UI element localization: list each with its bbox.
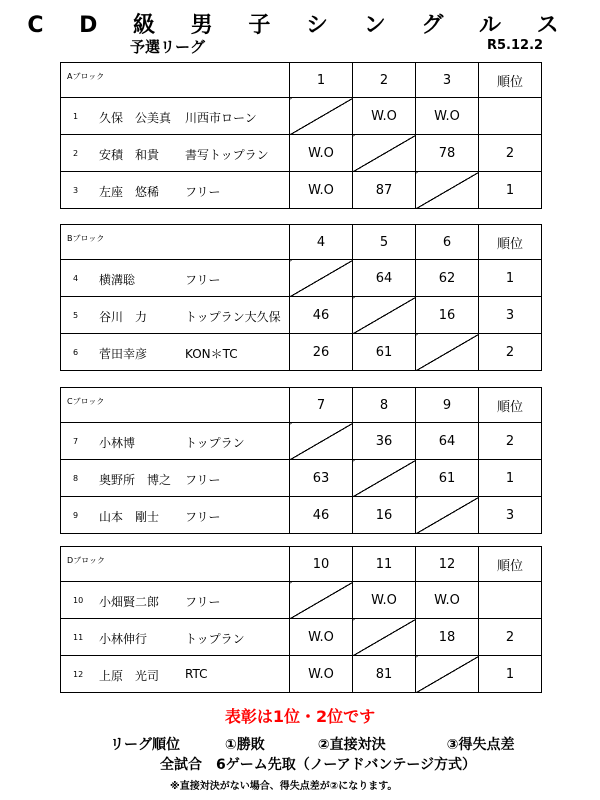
page-title: C D 級 男 子 シ ン グ ル ス: [27, 13, 573, 38]
player-row: [61, 260, 542, 297]
score-cell: 78: [416, 135, 479, 172]
block-label: Bブロック: [67, 234, 105, 243]
player-number: 2: [73, 149, 79, 158]
player-name: 山本 剛士: [99, 510, 160, 524]
rank-header: 順位: [479, 63, 542, 98]
player-club: フリー: [185, 185, 221, 199]
match-format: 全試合 6ゲーム先取（ノーアドバンテージ方式）: [160, 757, 477, 773]
block-table: [60, 546, 542, 693]
player-number: 1: [73, 112, 79, 121]
rank-cell: 2: [479, 135, 542, 172]
player-club: フリー: [185, 273, 221, 287]
column-number: 12: [416, 547, 479, 582]
rank-cell: 3: [479, 497, 542, 534]
player-row: [61, 334, 542, 371]
column-number: 8: [353, 388, 416, 423]
player-name: 久保 公美真: [99, 111, 172, 125]
diagonal-cell: [290, 423, 353, 460]
score-cell: 46: [290, 497, 353, 534]
score-cell: 18: [416, 619, 479, 656]
column-number: 2: [353, 63, 416, 98]
player-cell: [61, 460, 290, 497]
score-cell: 61: [416, 460, 479, 497]
footnote: ※直接対決がない場合、得失点差が②になります。: [170, 781, 398, 792]
diagonal-cell: [416, 497, 479, 534]
player-name: 谷川 力: [99, 310, 148, 324]
player-row: [61, 460, 542, 497]
diagonal-cell: [416, 656, 479, 693]
rank-cell: 1: [479, 172, 542, 209]
player-row: [61, 423, 542, 460]
player-name: 上原 光司: [99, 669, 160, 683]
score-cell: W.O: [353, 98, 416, 135]
rank-cell: 2: [479, 619, 542, 656]
rank-cell: 3: [479, 297, 542, 334]
diagonal-cell: [290, 260, 353, 297]
block-label: Dブロック: [67, 556, 105, 565]
block-label: Cブロック: [67, 397, 105, 406]
player-number: 6: [73, 348, 79, 357]
player-number: 3: [73, 186, 79, 195]
diagonal-cell: [416, 172, 479, 209]
rank-header: 順位: [479, 225, 542, 260]
player-name: 小林博: [99, 436, 136, 450]
score-cell: W.O: [290, 619, 353, 656]
player-row: [61, 135, 542, 172]
score-cell: W.O: [290, 135, 353, 172]
player-number: 11: [73, 633, 84, 642]
rule-1: ①勝敗: [224, 737, 265, 753]
player-club: RTC: [185, 667, 208, 681]
player-number: 8: [73, 474, 79, 483]
player-club: 川西市ローン: [185, 111, 257, 125]
ranking-rules-label: リーグ順位: [110, 737, 180, 753]
player-row: [61, 619, 542, 656]
block-header: [61, 388, 290, 423]
column-number: 1: [290, 63, 353, 98]
score-cell: 26: [290, 334, 353, 371]
score-cell: 16: [353, 497, 416, 534]
score-cell: W.O: [353, 582, 416, 619]
column-number: 11: [353, 547, 416, 582]
score-cell: 61: [353, 334, 416, 371]
player-row: [61, 497, 542, 534]
score-cell: 81: [353, 656, 416, 693]
diagonal-cell: [416, 334, 479, 371]
player-club: フリー: [185, 510, 221, 524]
player-row: [61, 98, 542, 135]
rank-header: 順位: [479, 547, 542, 582]
player-cell: [61, 172, 290, 209]
block-header: [61, 63, 290, 98]
player-number: 5: [73, 311, 79, 320]
player-name: 左座 悠稀: [99, 185, 160, 199]
player-club: トップラン: [185, 632, 245, 646]
score-cell: 87: [353, 172, 416, 209]
player-club: フリー: [185, 595, 221, 609]
score-cell: 64: [353, 260, 416, 297]
column-number: 5: [353, 225, 416, 260]
player-club: KON＊TC: [185, 347, 238, 361]
player-name: 小林伸行: [99, 632, 148, 646]
date-label: R5.12.2: [487, 38, 544, 53]
score-cell: 46: [290, 297, 353, 334]
score-cell: W.O: [416, 582, 479, 619]
player-cell: [61, 135, 290, 172]
player-cell: [61, 656, 290, 693]
player-row: [61, 172, 542, 209]
rank-cell: 2: [479, 334, 542, 371]
rule-3: ③得失点差: [446, 737, 515, 753]
player-name: 奥野所 博之: [99, 473, 172, 487]
player-number: 7: [73, 437, 79, 446]
player-row: [61, 582, 542, 619]
diagonal-cell: [353, 297, 416, 334]
player-club: フリー: [185, 473, 221, 487]
player-name: 安積 和貴: [99, 148, 160, 162]
player-name: 横溝聡: [99, 273, 136, 287]
block-header: [61, 225, 290, 260]
block-table: [60, 224, 542, 371]
rank-cell: [479, 98, 542, 135]
player-cell: [61, 260, 290, 297]
column-number: 6: [416, 225, 479, 260]
score-cell: W.O: [290, 172, 353, 209]
column-number: 10: [290, 547, 353, 582]
rule-2: ②直接対決: [317, 737, 386, 753]
player-cell: [61, 497, 290, 534]
award-note: 表彰は1位・2位です: [224, 707, 376, 726]
diagonal-cell: [290, 582, 353, 619]
block-table: [60, 387, 542, 534]
player-number: 12: [73, 670, 84, 679]
diagonal-cell: [353, 460, 416, 497]
score-cell: 63: [290, 460, 353, 497]
player-club: トップラン: [185, 436, 245, 450]
rank-cell: 1: [479, 260, 542, 297]
player-name: 小畑賢二郎: [99, 595, 160, 609]
rank-cell: 2: [479, 423, 542, 460]
score-cell: W.O: [290, 656, 353, 693]
diagonal-cell: [290, 98, 353, 135]
player-number: 9: [73, 511, 79, 520]
rank-header: 順位: [479, 388, 542, 423]
block-header: [61, 547, 290, 582]
player-cell: [61, 582, 290, 619]
score-cell: 62: [416, 260, 479, 297]
score-cell: 16: [416, 297, 479, 334]
ranking-rules: [110, 734, 514, 754]
score-cell: 36: [353, 423, 416, 460]
player-row: [61, 656, 542, 693]
player-number: 10: [73, 596, 84, 605]
diagonal-cell: [353, 135, 416, 172]
diagonal-cell: [353, 619, 416, 656]
player-cell: [61, 423, 290, 460]
score-cell: 64: [416, 423, 479, 460]
player-name: 菅田幸彦: [99, 347, 148, 361]
player-row: [61, 297, 542, 334]
column-number: 3: [416, 63, 479, 98]
player-club: 書写トップラン: [185, 148, 269, 162]
player-number: 4: [73, 274, 79, 283]
column-number: 4: [290, 225, 353, 260]
rank-cell: 1: [479, 656, 542, 693]
block-table: [60, 62, 542, 209]
score-cell: W.O: [416, 98, 479, 135]
block-label: Aブロック: [67, 72, 105, 81]
column-number: 9: [416, 388, 479, 423]
rank-cell: [479, 582, 542, 619]
player-cell: [61, 619, 290, 656]
player-cell: [61, 98, 290, 135]
player-cell: [61, 297, 290, 334]
subtitle: 予選リーグ: [130, 38, 206, 56]
column-number: 7: [290, 388, 353, 423]
player-club: トップラン大久保: [185, 310, 281, 324]
rank-cell: 1: [479, 460, 542, 497]
player-cell: [61, 334, 290, 371]
